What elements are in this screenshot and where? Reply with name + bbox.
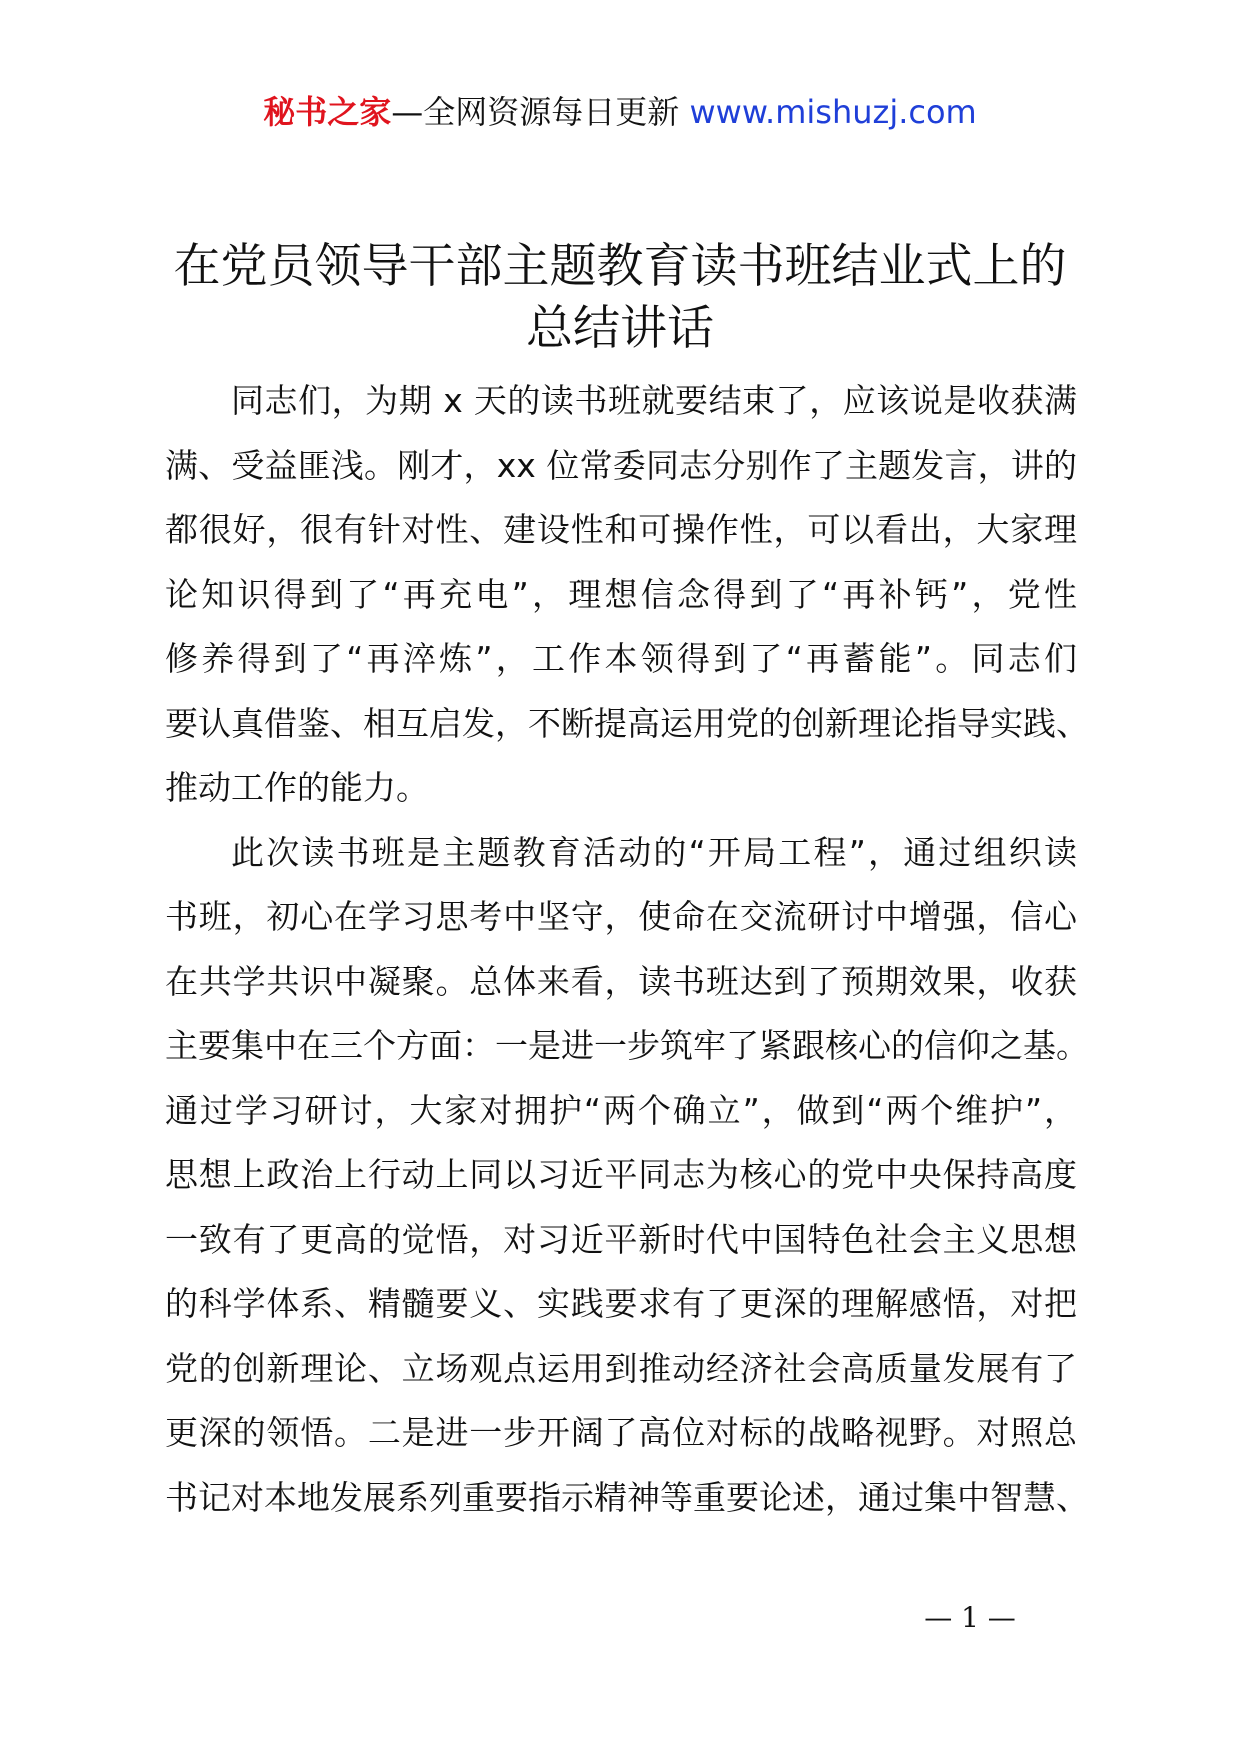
paragraph-2-line: 党的创新理论、立场观点运用到推动经济社会高质量发展有了 (165, 1348, 1077, 1388)
document-title-line-2: 总结讲话 (526, 301, 714, 356)
paragraph-1-line: 要认真借鉴、相互启发，不断提高运用党的创新理论指导实践、 (165, 703, 1089, 743)
document-body (165, 369, 1089, 1530)
paragraph-2-line: 一致有了更高的觉悟，对习近平新时代中国特色社会主义思想 (165, 1219, 1077, 1259)
paragraph-2-line: 在共学共识中凝聚。总体来看，读书班达到了预期效果，收获 (165, 961, 1077, 1001)
paragraph-2-line: 通过学习研讨，大家对拥护“两个确立”，做到“两个维护”， (165, 1090, 1077, 1130)
paragraph-2-line: 主要集中在三个方面：一是进一步筑牢了紧跟核心的信仰之基。 (165, 1026, 1089, 1065)
paragraph-2-line: 更深的领悟。二是进一步开阔了高位对标的战略视野。对照总 (165, 1413, 1077, 1452)
paragraph-1-line: 满、受益匪浅。刚才，xx 位常委同志分别作了主题发言，讲的 (165, 445, 1077, 485)
page-number: — 1 — (924, 1601, 1016, 1634)
site-url-link[interactable]: www.mishuzj.com (689, 93, 977, 131)
paragraph-1-line: 同志们，为期 x 天的读书班就要结束了，应该说是收获满 (231, 381, 1077, 420)
paragraph-2-line: 的科学体系、精髓要义、实践要求有了更深的理解感悟，对把 (165, 1284, 1077, 1323)
paragraph-1-line: 修养得到了“再淬炼”，工作本领得到了“再蓄能”。同志们 (165, 639, 1077, 678)
paragraph-1-line: 都很好，很有针对性、建设性和可操作性，可以看出，大家理 (165, 510, 1077, 549)
paragraph-2-line: 书班，初心在学习思考中坚守，使命在交流研讨中增强，信心 (165, 897, 1077, 936)
paragraph-2-line: 思想上政治上行动上同以习近平同志为核心的党中央保持高度 (165, 1155, 1077, 1194)
paragraph-2-line: 此次读书班是主题教育活动的“开局工程”，通过组织读 (231, 832, 1077, 872)
paragraph-2-line: 书记对本地发展系列重要指示精神等重要论述，通过集中智慧、 (165, 1477, 1089, 1517)
paragraph-1-line: 论知识得到了“再充电”，理想信念得到了“再补钙”，党性 (165, 574, 1077, 614)
document-title-line-1: 在党员领导干部主题教育读书班结业式上的 (173, 239, 1067, 294)
site-tagline: —全网资源每日更新 (391, 93, 680, 131)
paragraph-1-line: 推动工作的能力。 (165, 768, 429, 807)
site-banner (0, 90, 1240, 134)
site-brand: 秘书之家 (263, 93, 392, 131)
document-title (0, 236, 1240, 360)
